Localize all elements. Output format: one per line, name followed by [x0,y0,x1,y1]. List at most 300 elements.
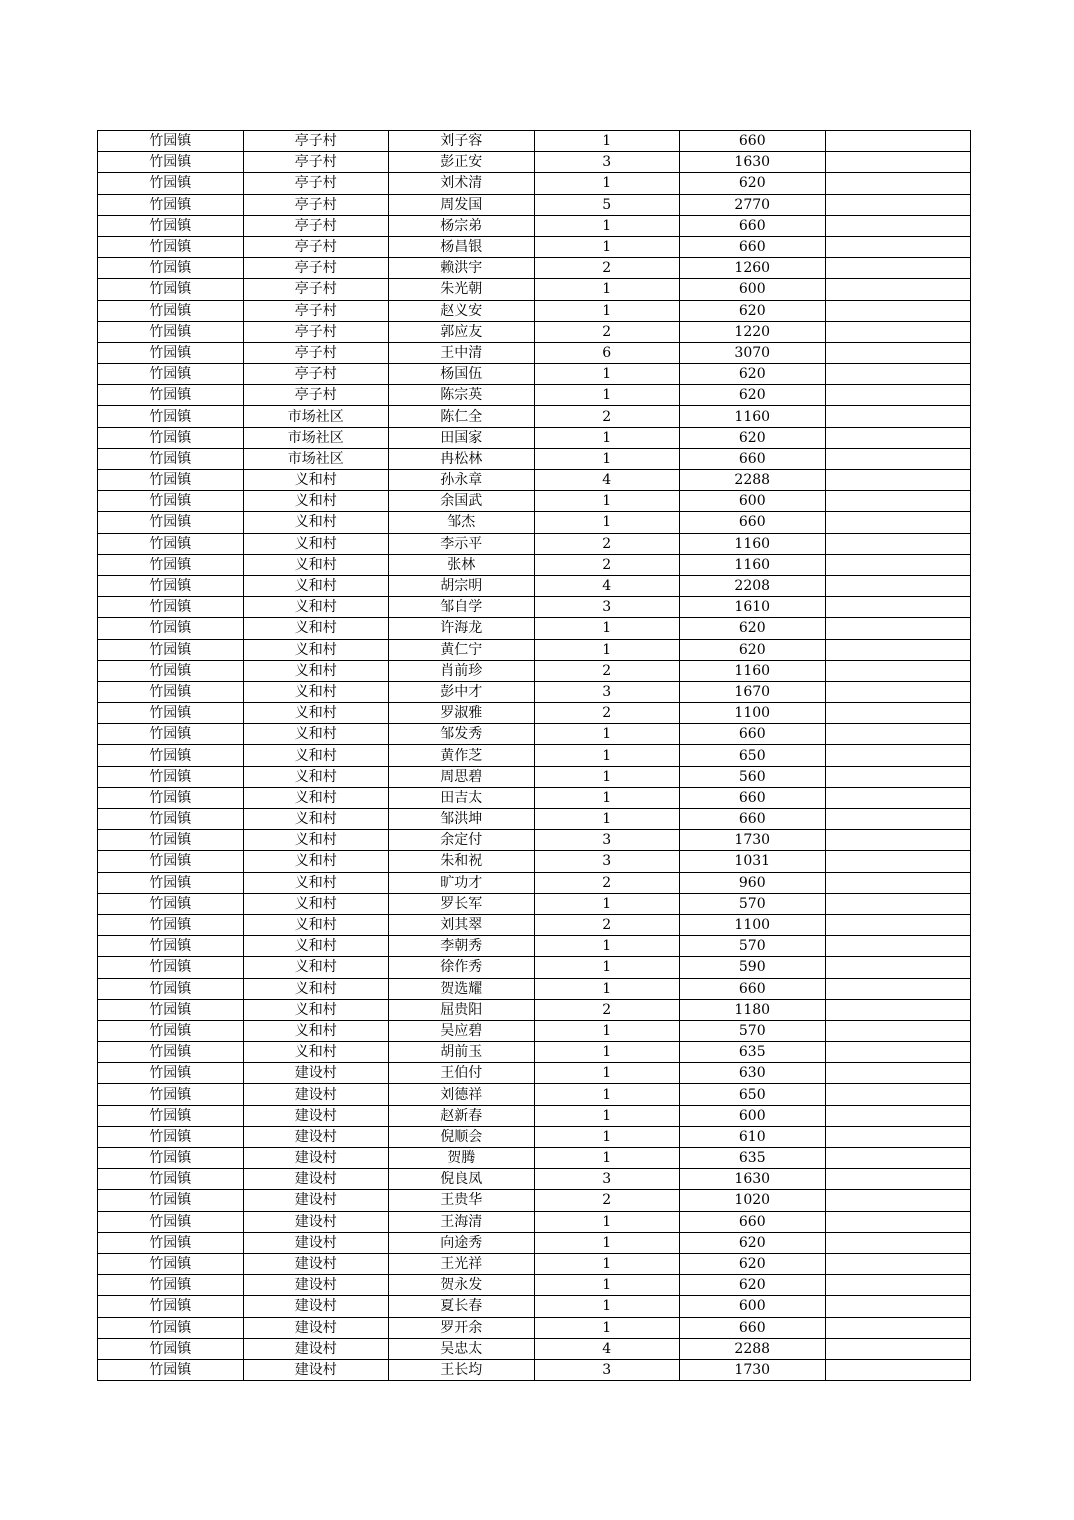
village-cell: 义和村 [243,554,389,575]
count-cell: 2 [534,321,680,342]
note-cell [825,1253,971,1274]
count-cell: 1 [534,300,680,321]
name-cell: 赖洪宇 [389,258,535,279]
table-row [98,681,971,702]
amount-cell: 620 [680,173,826,194]
note-cell [825,703,971,724]
name-cell: 邹洪坤 [389,809,535,830]
count-cell: 1 [534,766,680,787]
table-row [98,470,971,491]
table-row [98,173,971,194]
name-cell: 赵新春 [389,1105,535,1126]
note-cell [825,618,971,639]
count-cell: 1 [534,1211,680,1232]
name-cell: 陈宗英 [389,385,535,406]
town-cell: 竹园镇 [98,279,244,300]
note-cell [825,1317,971,1338]
town-cell: 竹园镇 [98,427,244,448]
town-cell: 竹园镇 [98,1169,244,1190]
village-cell: 义和村 [243,872,389,893]
count-cell: 1 [534,1105,680,1126]
count-cell: 1 [534,512,680,533]
table-body [98,131,971,1381]
town-cell: 竹园镇 [98,745,244,766]
town-cell: 竹园镇 [98,787,244,808]
note-cell [825,258,971,279]
table-row [98,745,971,766]
table-row [98,300,971,321]
name-cell: 刘术清 [389,173,535,194]
amount-cell: 1020 [680,1190,826,1211]
note-cell [825,766,971,787]
village-cell: 义和村 [243,703,389,724]
town-cell: 竹园镇 [98,194,244,215]
note-cell [825,512,971,533]
village-cell: 建设村 [243,1105,389,1126]
town-cell: 竹园镇 [98,258,244,279]
table-row [98,385,971,406]
amount-cell: 1220 [680,321,826,342]
note-cell [825,364,971,385]
table-row [98,703,971,724]
village-cell: 市场社区 [243,406,389,427]
town-cell: 竹园镇 [98,618,244,639]
table-row [98,724,971,745]
town-cell: 竹园镇 [98,1338,244,1359]
village-cell: 亭子村 [243,300,389,321]
town-cell: 竹园镇 [98,957,244,978]
count-cell: 3 [534,1169,680,1190]
amount-cell: 1100 [680,914,826,935]
name-cell: 倪良凤 [389,1169,535,1190]
town-cell: 竹园镇 [98,703,244,724]
name-cell: 黄仁宁 [389,639,535,660]
table-row [98,448,971,469]
note-cell [825,1211,971,1232]
table-row [98,1275,971,1296]
village-cell: 义和村 [243,575,389,596]
table-row [98,512,971,533]
name-cell: 周发国 [389,194,535,215]
table-row [98,809,971,830]
note-cell [825,1190,971,1211]
town-cell: 竹园镇 [98,131,244,152]
name-cell: 陈仁全 [389,406,535,427]
amount-cell: 660 [680,512,826,533]
count-cell: 4 [534,470,680,491]
amount-cell: 660 [680,978,826,999]
note-cell [825,406,971,427]
amount-cell: 660 [680,448,826,469]
town-cell: 竹园镇 [98,491,244,512]
count-cell: 1 [534,364,680,385]
note-cell [825,914,971,935]
village-cell: 义和村 [243,1020,389,1041]
town-cell: 竹园镇 [98,681,244,702]
name-cell: 罗长军 [389,893,535,914]
note-cell [825,660,971,681]
table-row [98,279,971,300]
village-cell: 亭子村 [243,385,389,406]
note-cell [825,809,971,830]
village-cell: 义和村 [243,724,389,745]
town-cell: 竹园镇 [98,1126,244,1147]
village-cell: 义和村 [243,978,389,999]
village-cell: 亭子村 [243,236,389,257]
name-cell: 余定付 [389,830,535,851]
village-cell: 义和村 [243,618,389,639]
name-cell: 邹杰 [389,512,535,533]
name-cell: 胡宗明 [389,575,535,596]
table-row [98,215,971,236]
name-cell: 王中清 [389,342,535,363]
count-cell: 1 [534,1084,680,1105]
note-cell [825,173,971,194]
note-cell [825,978,971,999]
count-cell: 1 [534,448,680,469]
amount-cell: 960 [680,872,826,893]
name-cell: 屈贵阳 [389,999,535,1020]
note-cell [825,1105,971,1126]
town-cell: 竹园镇 [98,1317,244,1338]
count-cell: 3 [534,830,680,851]
name-cell: 刘其翠 [389,914,535,935]
town-cell: 竹园镇 [98,1105,244,1126]
village-cell: 亭子村 [243,342,389,363]
town-cell: 竹园镇 [98,173,244,194]
name-cell: 倪顺会 [389,1126,535,1147]
table-row [98,914,971,935]
amount-cell: 590 [680,957,826,978]
table-row [98,1169,971,1190]
amount-cell: 1160 [680,554,826,575]
name-cell: 邹自学 [389,597,535,618]
count-cell: 1 [534,978,680,999]
town-cell: 竹园镇 [98,914,244,935]
count-cell: 1 [534,385,680,406]
note-cell [825,236,971,257]
amount-cell: 1630 [680,152,826,173]
town-cell: 竹园镇 [98,364,244,385]
village-cell: 亭子村 [243,215,389,236]
town-cell: 竹园镇 [98,533,244,554]
note-cell [825,745,971,766]
table-row [98,999,971,1020]
town-cell: 竹园镇 [98,1020,244,1041]
amount-cell: 1730 [680,1359,826,1380]
name-cell: 余国武 [389,491,535,512]
table-row [98,597,971,618]
note-cell [825,215,971,236]
count-cell: 1 [534,279,680,300]
table-row [98,1296,971,1317]
table-row [98,618,971,639]
table-row [98,893,971,914]
note-cell [825,681,971,702]
note-cell [825,1020,971,1041]
table-row [98,660,971,681]
note-cell [825,279,971,300]
note-cell [825,999,971,1020]
count-cell: 2 [534,914,680,935]
count-cell: 1 [534,1275,680,1296]
village-cell: 亭子村 [243,321,389,342]
count-cell: 3 [534,597,680,618]
table-row [98,1317,971,1338]
town-cell: 竹园镇 [98,236,244,257]
table-row [98,1148,971,1169]
table-row [98,1126,971,1147]
note-cell [825,787,971,808]
count-cell: 1 [534,893,680,914]
town-cell: 竹园镇 [98,1232,244,1253]
name-cell: 王海清 [389,1211,535,1232]
village-cell: 义和村 [243,512,389,533]
data-table [97,130,971,1381]
count-cell: 1 [534,1317,680,1338]
count-cell: 3 [534,152,680,173]
amount-cell: 620 [680,364,826,385]
name-cell: 肖前珍 [389,660,535,681]
amount-cell: 1610 [680,597,826,618]
amount-cell: 600 [680,1296,826,1317]
village-cell: 建设村 [243,1190,389,1211]
village-cell: 亭子村 [243,364,389,385]
village-cell: 亭子村 [243,131,389,152]
table-row [98,1084,971,1105]
village-cell: 义和村 [243,766,389,787]
town-cell: 竹园镇 [98,215,244,236]
amount-cell: 570 [680,1020,826,1041]
note-cell [825,575,971,596]
note-cell [825,131,971,152]
count-cell: 1 [534,173,680,194]
amount-cell: 620 [680,618,826,639]
town-cell: 竹园镇 [98,1148,244,1169]
note-cell [825,724,971,745]
town-cell: 竹园镇 [98,830,244,851]
amount-cell: 2288 [680,1338,826,1359]
count-cell: 4 [534,1338,680,1359]
village-cell: 义和村 [243,597,389,618]
town-cell: 竹园镇 [98,999,244,1020]
table-row [98,787,971,808]
amount-cell: 660 [680,215,826,236]
count-cell: 4 [534,575,680,596]
table-row [98,533,971,554]
town-cell: 竹园镇 [98,1190,244,1211]
count-cell: 2 [534,406,680,427]
amount-cell: 620 [680,1253,826,1274]
note-cell [825,851,971,872]
table-row [98,364,971,385]
name-cell: 张林 [389,554,535,575]
count-cell: 1 [534,639,680,660]
name-cell: 罗开余 [389,1317,535,1338]
note-cell [825,1296,971,1317]
amount-cell: 1100 [680,703,826,724]
table-row [98,1359,971,1380]
table-row [98,1232,971,1253]
village-cell: 义和村 [243,936,389,957]
count-cell: 1 [534,1042,680,1063]
village-cell: 义和村 [243,893,389,914]
count-cell: 1 [534,236,680,257]
name-cell: 邹发秀 [389,724,535,745]
town-cell: 竹园镇 [98,342,244,363]
amount-cell: 1160 [680,533,826,554]
table-row [98,258,971,279]
note-cell [825,1275,971,1296]
town-cell: 竹园镇 [98,1084,244,1105]
count-cell: 3 [534,851,680,872]
amount-cell: 660 [680,809,826,830]
amount-cell: 2288 [680,470,826,491]
village-cell: 建设村 [243,1253,389,1274]
count-cell: 1 [534,1148,680,1169]
village-cell: 义和村 [243,787,389,808]
village-cell: 义和村 [243,851,389,872]
count-cell: 2 [534,554,680,575]
amount-cell: 570 [680,936,826,957]
note-cell [825,152,971,173]
amount-cell: 600 [680,1105,826,1126]
amount-cell: 600 [680,279,826,300]
name-cell: 夏长春 [389,1296,535,1317]
count-cell: 2 [534,660,680,681]
table-row [98,321,971,342]
town-cell: 竹园镇 [98,152,244,173]
village-cell: 市场社区 [243,427,389,448]
amount-cell: 1160 [680,406,826,427]
name-cell: 旷功才 [389,872,535,893]
table-row [98,1253,971,1274]
name-cell: 田国家 [389,427,535,448]
note-cell [825,872,971,893]
note-cell [825,1148,971,1169]
name-cell: 刘子容 [389,131,535,152]
town-cell: 竹园镇 [98,1211,244,1232]
name-cell: 郭应友 [389,321,535,342]
town-cell: 竹园镇 [98,512,244,533]
name-cell: 彭正安 [389,152,535,173]
note-cell [825,1084,971,1105]
amount-cell: 1180 [680,999,826,1020]
count-cell: 1 [534,957,680,978]
amount-cell: 2208 [680,575,826,596]
note-cell [825,957,971,978]
count-cell: 2 [534,999,680,1020]
amount-cell: 560 [680,766,826,787]
village-cell: 义和村 [243,681,389,702]
note-cell [825,533,971,554]
table-row [98,131,971,152]
count-cell: 1 [534,936,680,957]
count-cell: 1 [534,1296,680,1317]
amount-cell: 3070 [680,342,826,363]
table-row [98,978,971,999]
amount-cell: 630 [680,1063,826,1084]
village-cell: 义和村 [243,957,389,978]
village-cell: 亭子村 [243,152,389,173]
table-row [98,1190,971,1211]
table-row [98,1042,971,1063]
name-cell: 贺腾 [389,1148,535,1169]
village-cell: 义和村 [243,1042,389,1063]
note-cell [825,639,971,660]
table-row [98,766,971,787]
count-cell: 2 [534,703,680,724]
count-cell: 3 [534,681,680,702]
note-cell [825,194,971,215]
town-cell: 竹园镇 [98,575,244,596]
town-cell: 竹园镇 [98,597,244,618]
name-cell: 李示平 [389,533,535,554]
amount-cell: 600 [680,491,826,512]
village-cell: 建设村 [243,1169,389,1190]
name-cell: 罗淑雅 [389,703,535,724]
name-cell: 许海龙 [389,618,535,639]
note-cell [825,385,971,406]
town-cell: 竹园镇 [98,1359,244,1380]
amount-cell: 620 [680,639,826,660]
town-cell: 竹园镇 [98,766,244,787]
note-cell [825,470,971,491]
town-cell: 竹园镇 [98,1042,244,1063]
name-cell: 贺选耀 [389,978,535,999]
village-cell: 亭子村 [243,258,389,279]
count-cell: 2 [534,533,680,554]
name-cell: 朱和祝 [389,851,535,872]
name-cell: 王伯付 [389,1063,535,1084]
amount-cell: 635 [680,1042,826,1063]
name-cell: 贺永发 [389,1275,535,1296]
town-cell: 竹园镇 [98,554,244,575]
name-cell: 向途秀 [389,1232,535,1253]
note-cell [825,1042,971,1063]
name-cell: 王贵华 [389,1190,535,1211]
amount-cell: 660 [680,724,826,745]
name-cell: 刘德祥 [389,1084,535,1105]
town-cell: 竹园镇 [98,809,244,830]
count-cell: 1 [534,745,680,766]
count-cell: 2 [534,258,680,279]
village-cell: 建设村 [243,1232,389,1253]
amount-cell: 620 [680,1275,826,1296]
table-row [98,872,971,893]
amount-cell: 1730 [680,830,826,851]
amount-cell: 610 [680,1126,826,1147]
count-cell: 6 [534,342,680,363]
count-cell: 1 [534,787,680,808]
amount-cell: 650 [680,1084,826,1105]
village-cell: 亭子村 [243,279,389,300]
table-row [98,491,971,512]
amount-cell: 660 [680,1317,826,1338]
village-cell: 义和村 [243,745,389,766]
village-cell: 建设村 [243,1148,389,1169]
note-cell [825,342,971,363]
town-cell: 竹园镇 [98,1296,244,1317]
table-row [98,830,971,851]
village-cell: 建设村 [243,1338,389,1359]
amount-cell: 620 [680,427,826,448]
village-cell: 义和村 [243,830,389,851]
count-cell: 5 [534,194,680,215]
name-cell: 赵义安 [389,300,535,321]
village-cell: 建设村 [243,1359,389,1380]
village-cell: 亭子村 [243,194,389,215]
